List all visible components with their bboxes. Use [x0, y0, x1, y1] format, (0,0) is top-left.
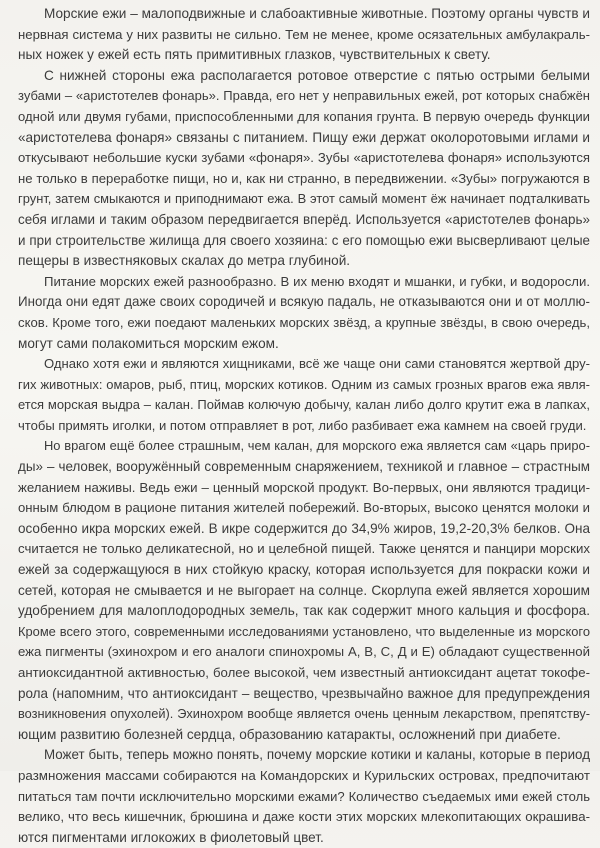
text-line: грунт, затем смыкаются и приподнимают ежа. В этот самый момент ёж начинает подталкивать: [18, 191, 590, 207]
text-line: «аристотелева фонаря» связаны с питанием. Пищу ежи держат околоротовыми иглами и: [18, 129, 590, 145]
text-line: себя иглами и таким образом передвигается вперёд. Используется «аристотелев фонарь»: [18, 211, 590, 227]
text-line: Морские ежи – малоподвижные и слабоактивные животные. Поэтому органы чувств и: [44, 6, 590, 21]
text-line: рола (напомним, что антиоксидант – вещество, чрезвычайно важное для предупреждения: [18, 685, 590, 701]
paragraph-aristotle-lantern: [18, 66, 590, 272]
text-line: Питание морских ежей разнообразно. В их меню входят и мшанки, и губки, и водоросли.: [44, 273, 590, 289]
text-line: гих животных: омаров, рыб, птиц, морских котиков. Одним из самых грозных врагов ежа явля-: [18, 376, 590, 392]
paragraph-human-use: [18, 436, 590, 745]
text-line: ежа пигменты (эхинохром и его аналоги спинохромы А, В, С, Д и Е) обладают существенной: [18, 644, 590, 660]
text-line: велико, что весь кишечник, брюшина и даже кости этих морских млекопитающих окрашива-: [18, 809, 590, 825]
text-line: не только в переработке пищи, но и, как ни странно, в передвижении. «Зубы» погружаются в: [18, 170, 590, 186]
text-line: Однако хотя ежи и являются хищниками, всё же чаще они сами становятся жертвой дру-: [44, 356, 590, 372]
paragraph-predators: [18, 354, 590, 436]
text-line: ных ножек у ежей есть пять примитивных глазков, чувствительных к свету.: [18, 47, 491, 63]
text-line: сков. Кроме того, ежи поедают маленьких морских звёзд, а крупные звёзды, в свою очередь,: [18, 314, 590, 330]
text-line: удобрением для малоплодородных земель, так как содержит много кальция и фосфора.: [18, 603, 590, 619]
text-line: С нижней стороны ежа располагается ротовое отверстие с пятью острыми белыми: [44, 67, 590, 83]
text-line: Кроме всего этого, современными исследованиями установлено, что выделенные из морского: [18, 623, 590, 639]
text-line: могут сами полакомиться морским ежом.: [18, 335, 279, 351]
text-line: антиоксидантной активностью, более высокой, чем известный антиоксидант ацетат токофе-: [18, 665, 590, 680]
text-line: пещеры в известняковых скалах до метра глубиной.: [18, 253, 351, 269]
text-line: особенно икра морских ежей. В икре содержится до 34,9% жиров, 19,2-20,3% белков. Она: [18, 520, 590, 536]
text-line: и при строительстве жилища для своего хозяина: с его помощью ежи высверливают целые: [18, 232, 590, 248]
text-line: чтобы примять иголки, и потом отправляет в рот, либо разбивает ежа камнем на своей груди.: [18, 417, 587, 433]
paragraph-conclusion: [18, 745, 590, 848]
text-line: считается не только деликатесной, но и целебной пищей. Также ценятся и панцири морских: [18, 541, 590, 557]
paragraph-sensory: [18, 4, 590, 66]
text-line: сетей, которая не смывается и не выгорает на солнце. Скорлупа ежей является хорошим: [18, 582, 590, 598]
text-line: питаться там почти исключительно морскими ежами? Количество съедаемых ими ежей столь: [18, 788, 590, 804]
text-line: онным блюдом в рационе питания жителей побережий. Во-вторых, высоко ценятся молоки и: [18, 500, 590, 516]
text-line: ются пигментами иглокожих в фиолетовый цвет.: [18, 829, 324, 845]
text-line: желанием наживы. Ведь ежи – ценный морской продукт. Во-первых, они являются традици-: [18, 479, 590, 495]
text-line: размножения массами собираются на Командорских и Курильских островах, предпочитают: [18, 767, 590, 783]
text-line: ется морская выдра – калан. Поймав колючую добычу, калан либо долго крутит ежа в лапках,: [18, 397, 590, 413]
text-line: ежей за содержащуюся в них стойкую краску, которая используется для покраски кожи и: [18, 562, 590, 578]
text-line: Но врагом ещё более страшным, чем калан, для морского ежа является сам «царь приро-: [44, 438, 590, 454]
text-line: зубами – «аристотелев фонарь». Правда, его нет у неправильных ежей, рот которых снабжён: [18, 88, 590, 104]
text-line: Может быть, теперь можно понять, почему морские котики и каланы, которые в период: [44, 747, 590, 763]
text-line: ющим развитию болезней сердца, образованию катаракты, осложнений при диабете.: [18, 726, 561, 742]
text-line: откусывают небольшие куски зубами «фонаря». Зубы «аристотелева фонаря» используются: [18, 150, 590, 166]
paragraph-diet: [18, 272, 590, 354]
text-line: возникновения опухолей). Эхинохром вообще является очень ценным лекарством, препятству-: [18, 706, 590, 722]
text-line: одной или двумя губами, приспособленными для копания грунта. В первую очередь функции: [18, 108, 590, 124]
text-line: Иногда они едят даже своих сородичей и всякую падаль, не отказываются они и от моллю-: [18, 294, 590, 310]
text-line: ды» – человек, вооружённый современным снаряжением, техникой и главное – страстным: [18, 459, 590, 475]
text-line: нервная система у них развиты не сильно. Тем не менее, кроме осязательных амбулакраль-: [18, 26, 590, 42]
